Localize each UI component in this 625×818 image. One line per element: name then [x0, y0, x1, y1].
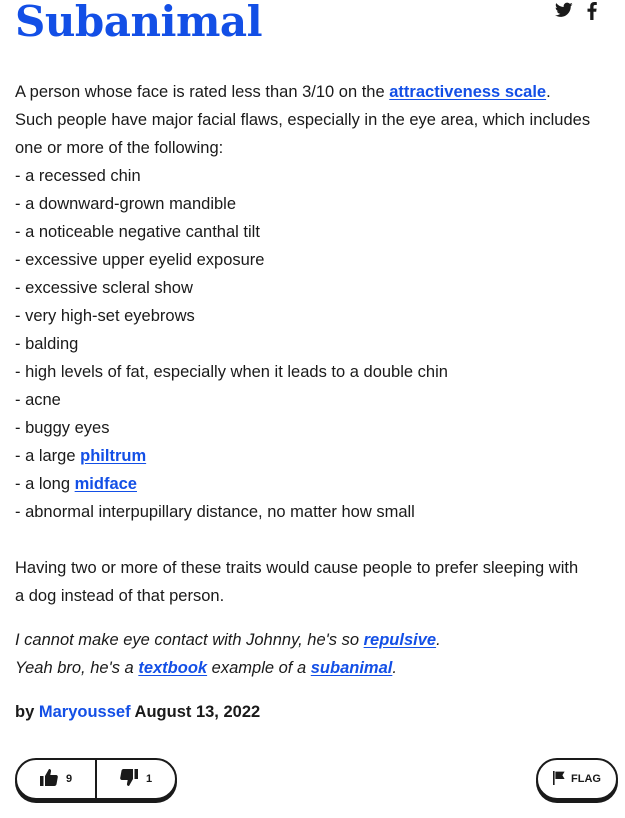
list-item: - balding: [15, 335, 79, 353]
header: [15, 0, 610, 62]
list-item: - acne: [15, 391, 61, 409]
meaning: [15, 78, 610, 610]
downvote-count: 1: [145, 773, 153, 785]
flag-icon: [553, 771, 565, 788]
contributor: [15, 698, 260, 726]
author-link[interactable]: Maryoussef: [38, 703, 131, 721]
link-philtrum[interactable]: philtrum: [80, 447, 147, 465]
link-midface[interactable]: midface: [74, 475, 137, 493]
meaning-line: Such people have major facial flaws, especially in the eye area, which includes: [15, 111, 591, 129]
list-item: - a large philtrum: [15, 447, 147, 465]
list-item: - a recessed chin: [15, 167, 141, 185]
list-item: - a long midface: [15, 475, 137, 493]
link-attractiveness-scale[interactable]: attractiveness scale: [389, 83, 547, 101]
upvote-button[interactable]: [17, 760, 95, 798]
flag-label: FLAG: [571, 773, 601, 785]
list-item: - a noticeable negative canthal tilt: [15, 223, 260, 241]
meaning-line: one or more of the following:: [15, 139, 224, 157]
flag-button[interactable]: [536, 758, 618, 800]
spacer: [15, 526, 610, 554]
contributor-date: August 13, 2022: [134, 703, 261, 721]
meaning-line: A person whose face is rated less than 3/10 on the attractiveness scale.: [15, 83, 551, 101]
link-subanimal[interactable]: subanimal: [310, 659, 393, 677]
list-item: - excessive upper eyelid exposure: [15, 251, 265, 269]
list-item: - abnormal interpupillary distance, no matter how small: [15, 503, 415, 521]
example-line: I cannot make eye contact with Johnny, he's so repulsive.: [15, 631, 441, 649]
list-item: - excessive scleral show: [15, 279, 193, 297]
downvote-button[interactable]: [95, 760, 175, 798]
list-item: - a downward-grown mandible: [15, 195, 237, 213]
example-line: Yeah bro, he's a textbook example of a subanimal.: [15, 659, 397, 677]
meaning-line: a dog instead of that person.: [15, 587, 225, 605]
twitter-icon[interactable]: [555, 2, 573, 20]
example: [15, 626, 610, 682]
facebook-icon[interactable]: [587, 2, 605, 20]
upvote-count: 9: [65, 773, 73, 785]
thumbs-down-icon: [120, 769, 138, 789]
link-repulsive[interactable]: repulsive: [363, 631, 437, 649]
contributor-by: by: [15, 703, 35, 721]
share-buttons: [555, 2, 605, 20]
meaning-line: Having two or more of these traits would cause people to prefer sleeping with: [15, 559, 579, 577]
vote-buttons: [15, 758, 177, 800]
list-item: - high levels of fat, especially when it leads to a double chin: [15, 363, 448, 381]
word-title[interactable]: Subanimal: [15, 0, 263, 46]
list-item: - buggy eyes: [15, 419, 110, 437]
thumbs-up-icon: [40, 769, 58, 789]
list-item: - very high-set eyebrows: [15, 307, 195, 325]
link-textbook[interactable]: textbook: [138, 659, 208, 677]
